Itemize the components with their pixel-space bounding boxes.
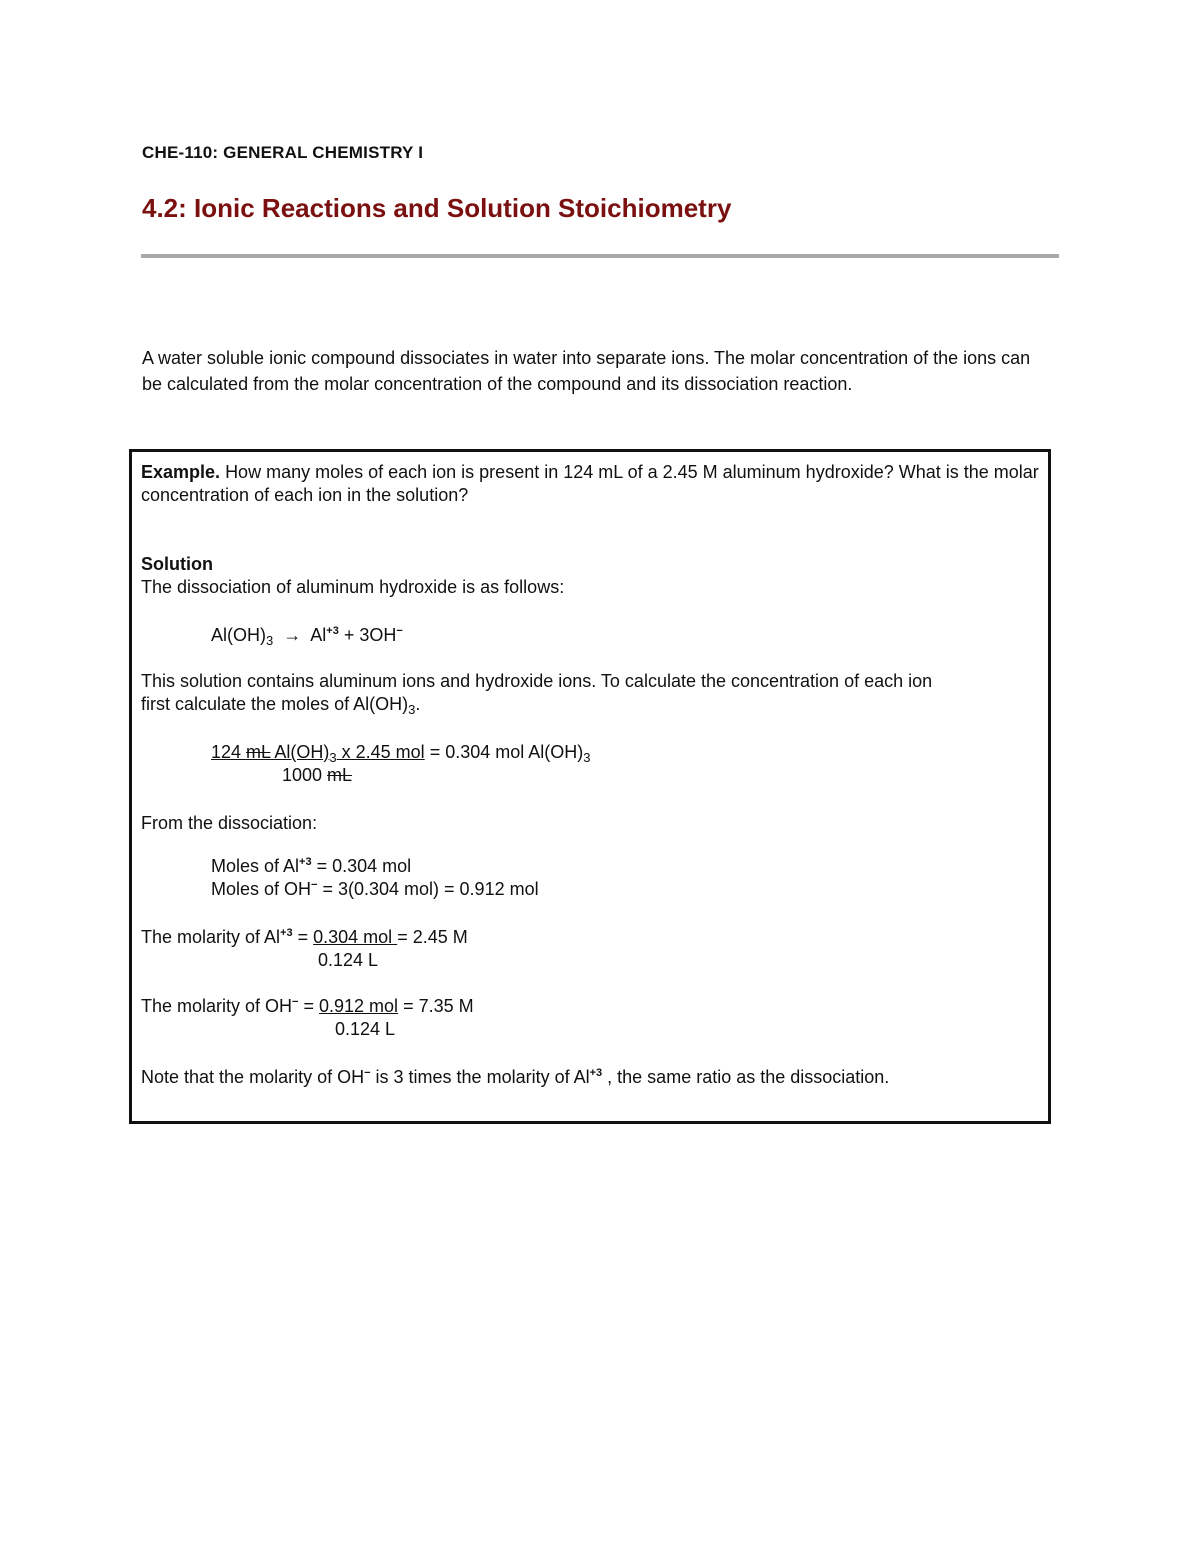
ratio-note: Note that the molarity of OH− is 3 times the molarity of $Al^{+3}$ , the same ratio as the dissociation. [141, 1067, 890, 1087]
example-label: Example. [141, 462, 221, 482]
intro-paragraph: A water soluble ionic compound dissociates in water into separate ions. The molar concentration of the ions can be calculated from the molar concentration of the compound and its dissociation reaction. [142, 348, 1031, 394]
dissociation-intro: The dissociation of aluminum hydroxide is as follows: [141, 577, 565, 597]
molarity-al: The molarity of $Al^{+3} = 0.304$ mol = 2.45 M [141, 927, 468, 947]
example-box [129, 449, 1051, 1124]
calc-intro-line1: This solution contains aluminum ions and hydroxide ions. To calculate the concentration of each ion [141, 671, 933, 691]
course-heading: CHE-110: GENERAL CHEMISTRY I [142, 143, 424, 162]
arrow-icon: → [283, 625, 302, 645]
molarity-oh-denominator: 0.124 L [335, 1019, 396, 1039]
title-divider [141, 254, 1059, 258]
calc-intro-line2: first calculate the moles of $Al(OH)_3$. [141, 694, 421, 717]
example-question [141, 461, 1041, 507]
from-dissociation: From the dissociation: [141, 813, 318, 833]
solution-heading: Solution [141, 554, 213, 574]
moles-oh: Moles of OH− = 3(0.304 mol) = 0.912 mol [211, 879, 539, 899]
dissociation-equation: $Al(OH)_3 \to Al^{+3} + 3OH^-$ [211, 625, 403, 648]
molarity-al-denominator: 0.124 L [318, 950, 379, 970]
molarity-oh: The molarity of OH− = 0.912 mol = 7.35 M [141, 996, 474, 1016]
page-title: 4.2: Ionic Reactions and Solution Stoichiometry [142, 193, 732, 223]
moles-al: Moles of $Al^{+3} = 0.304$ mol [211, 856, 412, 876]
moles-fraction-denominator: 1000 mL [282, 765, 353, 785]
moles-fraction-numerator: 124 mL $Al(OH)_3$ x 2.45 mol = 0.304 mol $Al(OH)_3$ [211, 742, 591, 765]
example-question-text: How many moles of each ion is present in 124 mL of a 2.45 M aluminum hydroxide? What is the molar concentration of each ion in the solution? [141, 462, 1039, 505]
